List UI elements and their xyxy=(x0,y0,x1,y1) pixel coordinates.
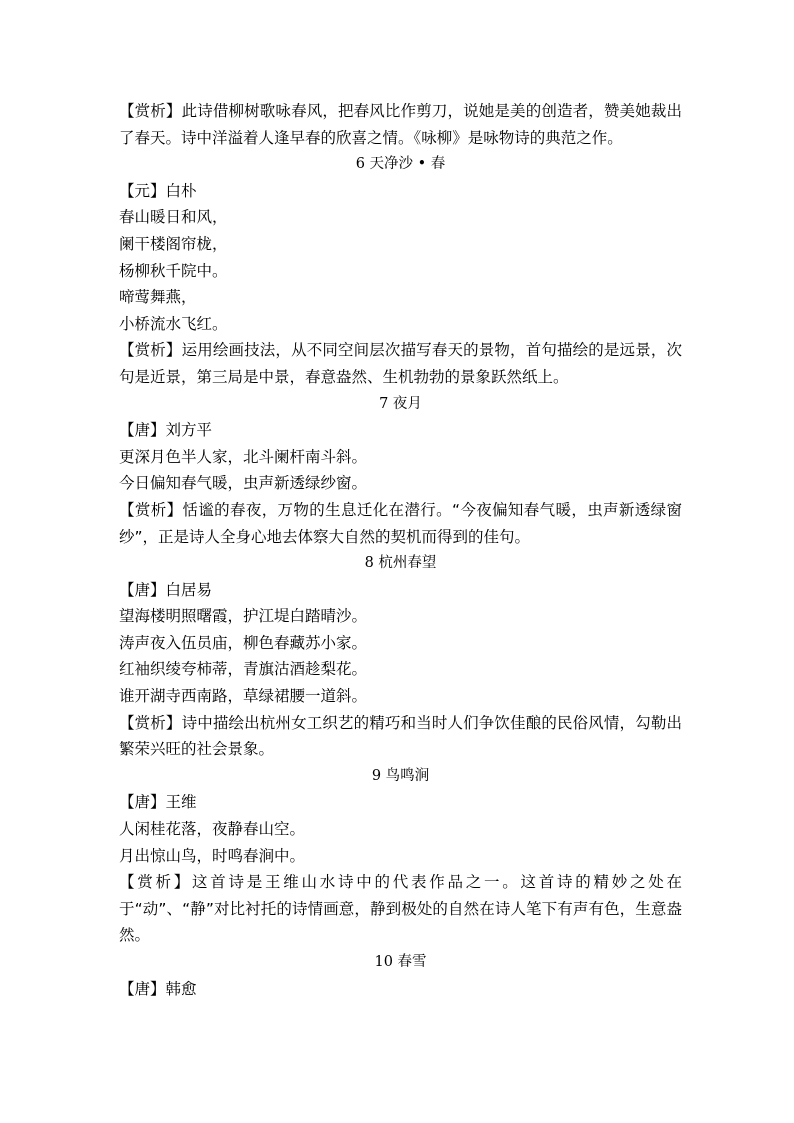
poem-author: 【唐】王维 xyxy=(119,793,197,812)
poem-title: 8 杭州春望 xyxy=(364,555,437,572)
poem-line: 春山暖日和风， xyxy=(119,208,228,227)
poem-title: 6 天净沙 • 春 xyxy=(355,156,446,173)
appreciation-paragraph: 【赏析】诗中描绘出杭州女工织艺的精巧和当时人们争饮佳酿的民俗风情，勾勒出繁荣兴旺的社会景象。 xyxy=(119,713,682,759)
poem-author: 【唐】刘方平 xyxy=(119,421,213,440)
poem-line: 小桥流水飞红。 xyxy=(119,314,228,333)
appreciation-paragraph: 【赏析】此诗借柳树歌咏春风，把春风比作剪刀，说她是美的创造者，赞美她裁出了春天。诗中洋溢着人逢早春的欣喜之情。《咏柳》是咏物诗的典范之作。 xyxy=(119,102,682,147)
poem-line: 涛声夜入伍员庙，柳色春藏苏小家。 xyxy=(119,633,368,652)
appreciation-paragraph: 【赏析】运用绘画技法，从不同空间层次描写春天的景物，首句描绘的是远景，次句是近景，第三局是中景，春意盎然、生机勃勃的景象跃然纸上。 xyxy=(119,341,682,386)
poem-line: 啼莺舞燕， xyxy=(119,288,197,307)
poem-line: 望海楼明照曙霞，护江堤白踏晴沙。 xyxy=(119,607,368,626)
poem-line: 人闲桂花落，夜静春山空。 xyxy=(119,820,306,839)
poem-author: 【元】白朴 xyxy=(119,181,197,200)
poem-line: 杨柳秋千院中。 xyxy=(119,261,228,280)
poem-line: 月出惊山鸟，时鸣春涧中。 xyxy=(119,846,306,865)
poem-line: 阑干楼阁帘栊， xyxy=(119,234,228,253)
poem-line: 今日偏知春气暖，虫声新透绿纱窗。 xyxy=(119,474,368,493)
poem-line: 更深月色半人家，北斗阑杆南斗斜。 xyxy=(119,447,368,466)
document-content xyxy=(119,98,682,1002)
poem-author: 【唐】白居易 xyxy=(119,580,213,599)
poem-title: 9 鸟鸣涧 xyxy=(371,767,430,784)
poem-title: 7 夜月 xyxy=(379,395,422,412)
poem-author: 【唐】韩愈 xyxy=(119,979,197,998)
appreciation-paragraph: 【赏析】恬谧的春夜，万物的生息迁化在潜行。“今夜偏知春气暖，虫声新透绿窗纱”，正是诗人全身心地去体察大自然的契机而得到的佳句。 xyxy=(119,500,682,546)
poem-line: 红袖织绫夸柿蒂，青旗沽酒趁梨花。 xyxy=(119,660,368,679)
poem-line: 谁开湖寺西南路，草绿裙腰一道斜。 xyxy=(119,687,368,706)
poem-title: 10 春雪 xyxy=(374,954,427,970)
appreciation-paragraph: 【赏析】这首诗是王维山水诗中的代表作品之一。这首诗的精妙之处在于“动”、“静”对比衬托的诗情画意，静到极处的自然在诗人笔下有声有色，生意盎然。 xyxy=(119,873,682,945)
